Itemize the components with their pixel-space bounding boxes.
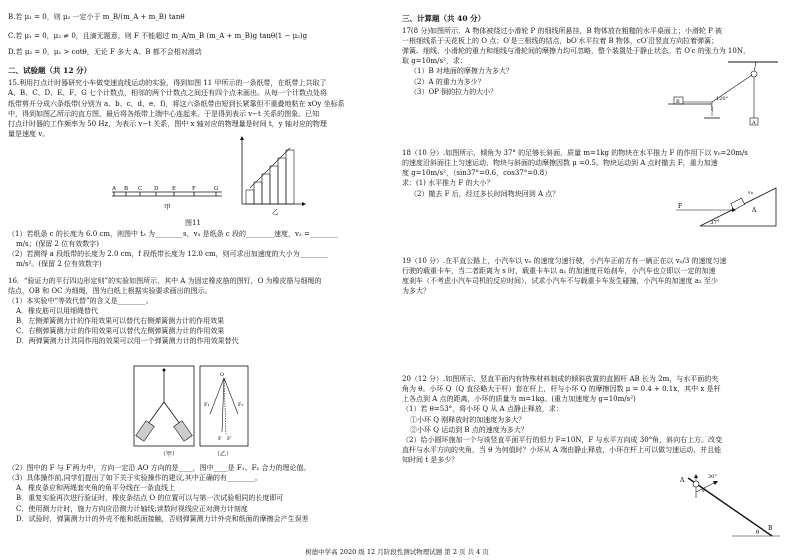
q16-option: D．两弹簧测力计共同作用的效果可以用一个弹簧测力计的作用效果替代	[16, 337, 239, 346]
figure-16-yi	[196, 362, 252, 458]
q20-force-label: F	[702, 488, 706, 494]
q18-line: 18（10 分）.如图所示，倾角为 37° 的足够长斜面，质量 m=1kg 的物块在水平推力 F 的作用下以 v₀=20m/s	[402, 149, 748, 157]
tape-label: F	[192, 186, 196, 192]
strip-b	[254, 182, 262, 204]
q16-part-3: （3）具体操作前,同学们提出了如下关于实验操作的建议,其中正确的有________。	[8, 474, 262, 483]
figure-11-tape	[108, 182, 228, 212]
figure-20	[672, 472, 784, 544]
q16-option: B．左侧弹簧测力计的作用效果可以替代右侧弹簧测力计的作用效果	[16, 317, 225, 326]
tape-label: D	[154, 186, 159, 192]
q19-text	[402, 256, 788, 297]
tape-label: G	[214, 186, 219, 192]
q18-force-label: F	[678, 203, 683, 210]
strip-f	[286, 150, 294, 204]
q18-angle: 37°	[710, 220, 720, 226]
q20-line: 角为 θ。小环 Q（Q 直径略大于杆）套在杆上，杆与小环 Q 的摩擦因数 μ = 0.4 + 0.1x，其中 x 是杆	[402, 385, 721, 394]
q15-line: 15.利用打点计时器研究小车做变速直线运动的实验，得到如图 11 甲所示的一条纸带，在纸带上共取了	[8, 79, 327, 88]
svg-text:F′: F′	[227, 436, 232, 442]
q16-part-3-option: A．橡皮条应和两绳套夹角的角平分线在一条直线上	[16, 484, 176, 493]
figure-18	[670, 182, 780, 230]
q17-angle-label: 120°	[716, 96, 729, 102]
section-2-heading: 二、试验题（共 12 分）	[8, 66, 92, 76]
q18-line: 的速度沿斜面往上匀速运动，物块与斜面的动摩擦因数 μ =0.5。物块运动到 A 点时撤去 F，重力加速	[402, 159, 718, 168]
tape-label: B	[124, 186, 129, 192]
q19-line: 为多大？	[402, 287, 430, 296]
svg-text:B: B	[676, 99, 680, 105]
strip-e	[278, 158, 286, 204]
option-b: B.若 μ₁ = 0，则 μ₂ 一定小于 m_B/(m_A + m_B) tanθ	[8, 13, 185, 21]
strip-d	[270, 166, 278, 204]
fig16-caption-jia: （甲）	[160, 451, 179, 458]
q20-point-a: A	[680, 477, 685, 484]
svg-text:F₁: F₁	[204, 402, 210, 408]
q20-line: 上各点到 A 点的距离，小环的质量为 m=1kg。(重力加速度为 g=10m/s²)	[402, 395, 636, 404]
fig16-caption-yi: （乙）	[214, 451, 233, 458]
option-c: C.若 μ₁ = 0，μ₂ ≠ 0，且滴无题意，则 F 不能超过 m_A/m_B (m_A + m_B)g tanθ(1 − μ₂)g	[8, 32, 308, 41]
q20-line: （2）给小圆环施加一个与该竖直平面平行的恒力 F=10N，F 与水平方向成 30°角，斜向右上方。改变	[402, 435, 723, 444]
q17-part: （1）B 对地面的摩擦力为多大？	[410, 67, 513, 76]
q15-text	[8, 78, 393, 139]
q20-theta: θ	[756, 530, 760, 536]
q15-part-1-cont: m/s；(保留 2 位有效数字)	[16, 240, 99, 249]
figure-17	[668, 60, 780, 126]
q19-line: 行驶的载重卡车，当二者距离为 s 时，载重卡车以 a₁ 的加速度开始刹车，小汽车也立即以一定的加速	[402, 267, 716, 276]
q17-line: 一根细线系于天花板上的 O 点；O′是三根线的结点，bO′水平拉着 B 物体，cO′沿竖直方向拉着弹簧；	[402, 37, 719, 46]
figure-11-title: 图11	[185, 219, 201, 227]
q17-part: （2）A 的重力为多少？	[410, 77, 485, 86]
q17-line: 弹簧、细线、小滑轮的重力和细线与滑轮间的摩擦力均可忽略，整个装置处于静止状态。若 O′c 的张力为 10N，	[402, 47, 750, 56]
q16-line: 16．“验证力的平行四边形定则”的实验如图所示，其中 A 为固定橡皮筋的图钉，O 为橡皮筋与细绳的	[8, 276, 322, 285]
q16-part-3-option: D．试验时，弹簧测力计的外壳不能和纸面接触，否则弹簧测力计外壳和纸面的摩擦会产生误差	[16, 514, 309, 523]
q15-part-2: （2）若测得 a 段纸带的长度为 2.0 cm，f 段纸带长度为 12.0 cm，则可求出加速度的大小为________	[8, 250, 328, 259]
page-footer: 树德中学高 2020 级 12 月阶段性测试物理试题 第 2 页 共 4 页	[305, 548, 489, 556]
q16-part-2: （2）图中的 F 与 F′两力中，方向一定沿 AO 方向的是____，图中____是 F₁、F₂ 合力的理论值。	[8, 464, 311, 472]
svg-text:F₂: F₂	[238, 402, 244, 408]
q15-line: 中，得到如图乙所示的直方图，最后将各纸带上端中心连起来，于是得到表示 v−t 关系的图象。已知	[8, 109, 320, 118]
q16-part-3-option: B．重复实验再次进行验证时，橡皮条结点 O 的位置可以与第一次试验相同的长度即可	[16, 494, 284, 503]
q17-line: 取 g=10m/s²，求：	[402, 57, 467, 66]
q16-part-1: （1）本实验中“等效代替”的含义是________。	[8, 296, 153, 305]
q18-line: （2）撤去 F 后，经过多长时间物块回到 A 点？	[410, 189, 560, 198]
q16-option: A．橡皮筋可以用细绳替代	[16, 306, 99, 315]
q16-line: 结点，OB 和 OC 为细绳，图为白纸上根据实验要求画出的图示。	[8, 286, 212, 295]
q19-line: 度刹车（不考虑小汽车司机的反应时间），试求小汽车不与载重卡车发生碰撞，小汽车的加速度 a₂ 至少	[402, 277, 718, 286]
q16-part-3-option: C．使用测力计时，施力方向应沿测力计轴线;读数时视线应正对测力计刻度	[16, 504, 248, 513]
strip-a	[246, 190, 254, 204]
svg-text:F: F	[218, 436, 222, 442]
q18-point-a: A	[752, 207, 757, 214]
svg-text:A: A	[752, 120, 756, 126]
q20-line: ②小环 Q 运动到 B 点的速度为多大？	[410, 425, 528, 434]
tape-label: E	[172, 186, 177, 192]
q17-line: 17(8 分)如图所示，A 物体被绕过小滑轮 P 的细线所悬挂，B 物体放在粗糙的水平桌面上；小滑轮 P 被	[402, 26, 723, 35]
q20-text	[402, 374, 788, 465]
strip-c	[262, 174, 270, 204]
q15-line: A、B、C、D、E、F、G 七个计数点，相邻的两个计数点之间还有四个点未画出。从每一个计数点处将	[8, 89, 327, 98]
q16-option: C．右侧弹簧测力计的作用效果可以替代左侧弹簧测力计的作用效果	[16, 327, 225, 336]
q20-line: 20（12 分）.如图所示，竖直平面内有特殊材料制成的倾斜放置的直圆杆 AB 长为 2m，与水平面的夹	[402, 375, 719, 383]
tape-label: A	[112, 186, 116, 192]
option-d: D.若 μ₂ = 0，μ₁ > cotθ，无论 F 多大 A、B 都不会相对滑动	[8, 48, 202, 57]
q17-part: （3）OP 倒的拉力的大小？	[410, 87, 498, 96]
q20-line: ①小环 Q 刚释放时的加速度为多大？	[410, 415, 526, 424]
fig-caption-yi: 乙	[272, 208, 279, 216]
fig-caption-jia: 甲	[164, 203, 171, 211]
q15-line: 纸带剪开分成六条纸带(分别为 a、b、c、d、e、f)，将这六条纸带由短到长紧靠但不重叠地粘在 xOy 坐标系	[8, 99, 345, 108]
q15-line: 打点计时器的工作频率为 50 Hz，为表示 v−t 关系，图中 x 轴对应的物理量是时间 t，y 轴对应的物理	[8, 119, 327, 128]
q18-line: 求：(1) 水平推力 F 的大小？	[402, 179, 494, 188]
q16-subquestions	[8, 463, 393, 524]
q20-angle: 30°	[708, 474, 717, 480]
q20-line: 知时间 t 是多少？	[402, 456, 459, 465]
figure-16-jia	[130, 362, 200, 458]
q18-line: 度 g=10m/s²，（sin37°=0.6，cos37°=0.8）	[402, 169, 552, 178]
q15-part-1: （1）若纸条 c 的长度为 6.0 cm，则图中 t₃ 为________s，v₃ 是纸条 c 段的________速度，v₃ =________	[8, 230, 338, 238]
left-column	[8, 6, 393, 139]
svg-text:O: O	[220, 372, 225, 378]
figure-11-histogram	[232, 134, 308, 216]
q15-part-2-cont: m/s²。(保留 2 位有效数字)	[16, 260, 102, 269]
section-3-heading: 三、计算题（共 40 分）	[402, 14, 486, 23]
q18-v0: v₀	[748, 190, 753, 196]
q19-line: 19（10 分）.在平直公路上，小汽车以 v₀ 的速度匀速行驶，小汽车正前方有一辆正在以 v₀/3 的速度匀速	[402, 257, 727, 265]
q20-line: （1）若 θ=53°，将小环 Q 从 A 点静止释放，求：	[402, 405, 563, 414]
q20-line: 直杆与水平方向的夹角，当 θ 为何值时？小环从 A 端由静止释放，小环在杆上可以做匀速运动，并且能	[402, 445, 722, 454]
q15-line: 量是速度 v。	[8, 130, 50, 138]
tape-label: C	[138, 186, 143, 192]
q20-point-b: B	[768, 525, 773, 532]
q15-subquestions	[8, 229, 393, 347]
